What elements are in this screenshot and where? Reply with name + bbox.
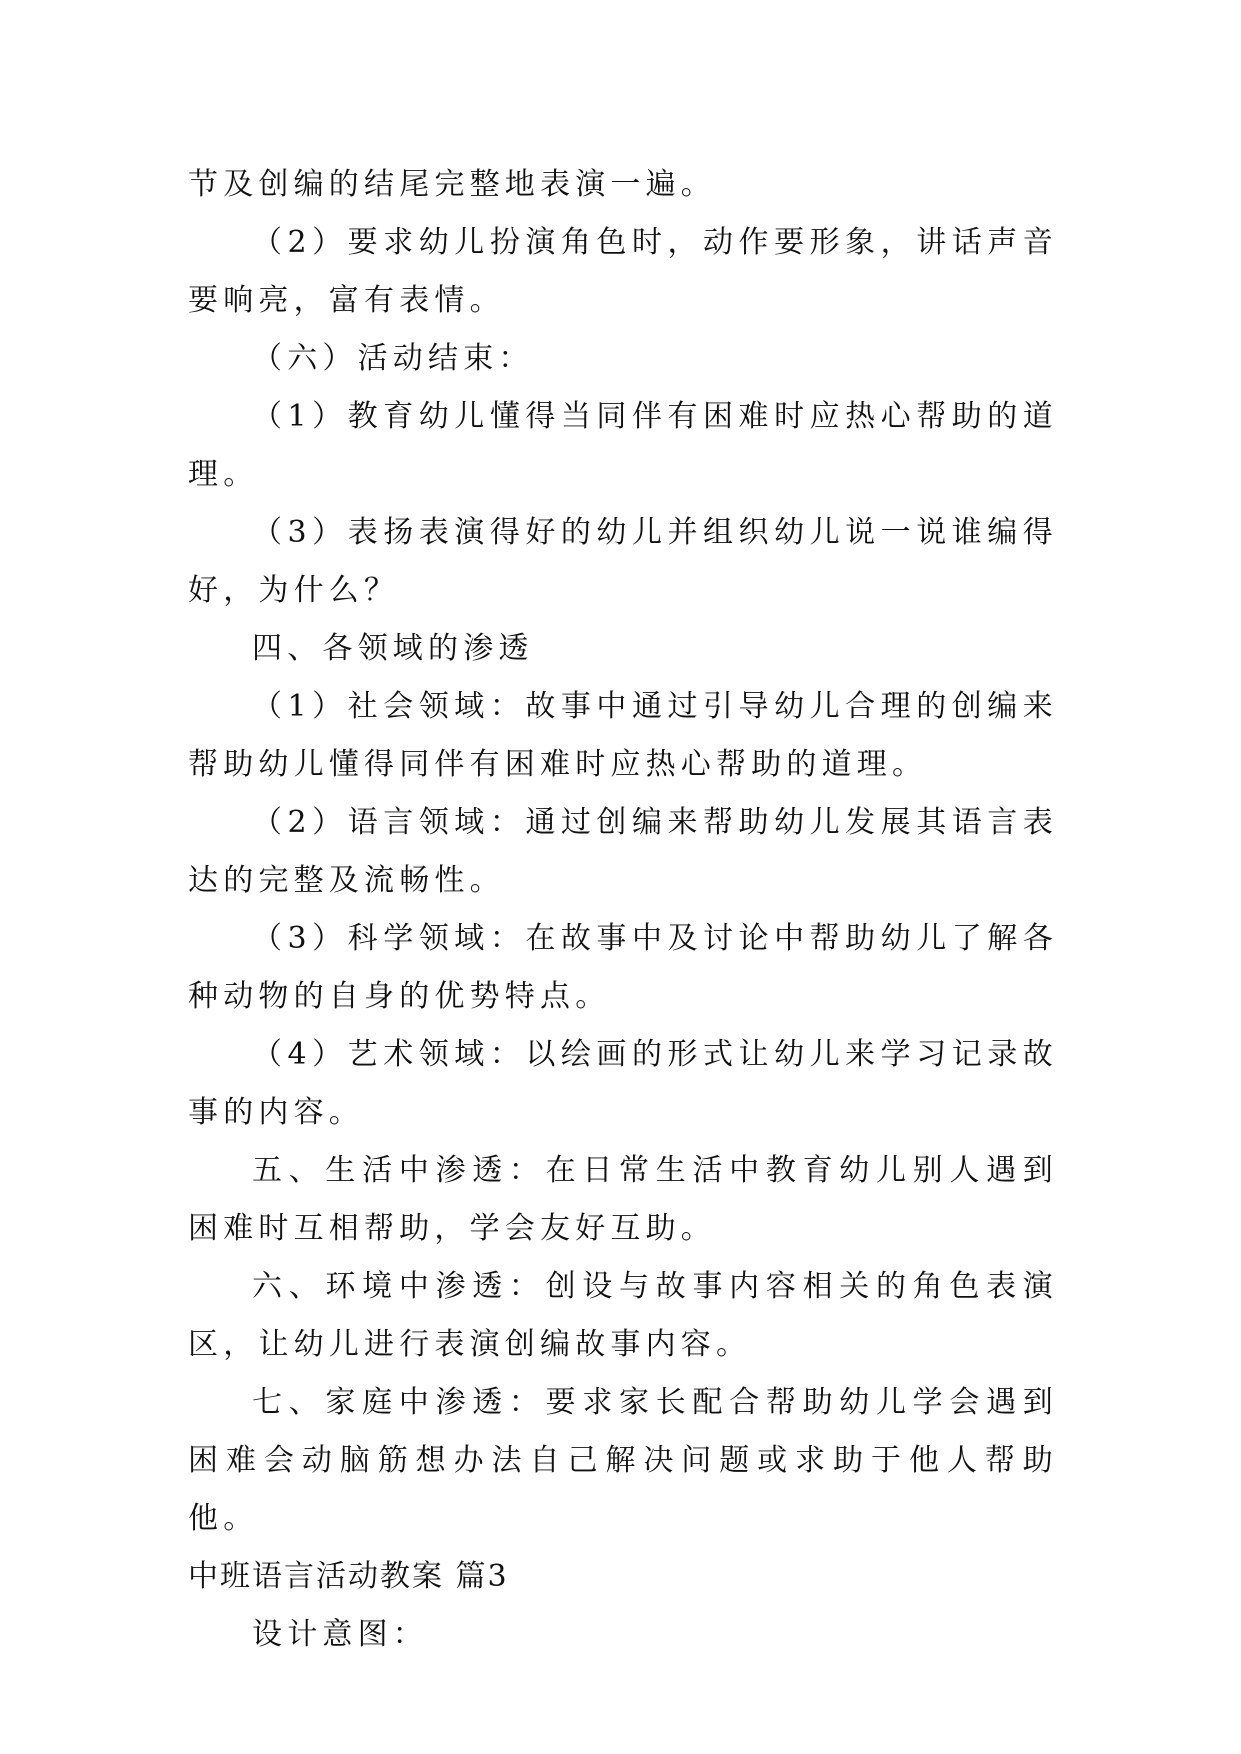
section-heading: 四、各领域的渗透	[252, 631, 534, 666]
paragraph: （4）艺术领域：以绘画的形式让幼儿来学习记录故事的内容。	[188, 1037, 1058, 1130]
article-title: 中班语言活动教案 篇3	[188, 1559, 509, 1594]
paragraph: （3）表扬表演得好的幼儿并组织幼儿说一说谁编得好，为什么？	[188, 515, 1058, 608]
paragraph: （2）语言领域：通过创编来帮助幼儿发展其语言表达的完整及流畅性。	[188, 805, 1058, 898]
paragraph: 七、家庭中渗透：要求家长配合帮助幼儿学会遇到困难会动脑筋想办法自己解决问题或求助于他人帮助他。	[188, 1385, 1058, 1536]
paragraph: 五、生活中渗透：在日常生活中教育幼儿别人遇到困难时互相帮助，学会友好互助。	[188, 1153, 1058, 1246]
paragraph: （1）教育幼儿懂得当同伴有困难时应热心帮助的道理。	[188, 399, 1058, 492]
document-body	[188, 156, 1058, 1664]
section-heading: （六）活动结束：	[252, 341, 534, 376]
paragraph: （1）社会领域：故事中通过引导幼儿合理的创编来帮助幼儿懂得同伴有困难时应热心帮助的道理。	[188, 689, 1058, 782]
paragraph: 六、环境中渗透：创设与故事内容相关的角色表演区，让幼儿进行表演创编故事内容。	[188, 1269, 1058, 1362]
paragraph: （3）科学领域：在故事中及讨论中帮助幼儿了解各种动物的自身的优势特点。	[188, 921, 1058, 1014]
paragraph: （2）要求幼儿扮演角色时，动作要形象，讲话声音要响亮，富有表情。	[188, 225, 1058, 318]
paragraph: 节及创编的结尾完整地表演一遍。	[188, 167, 716, 202]
section-heading: 设计意图：	[252, 1617, 428, 1652]
